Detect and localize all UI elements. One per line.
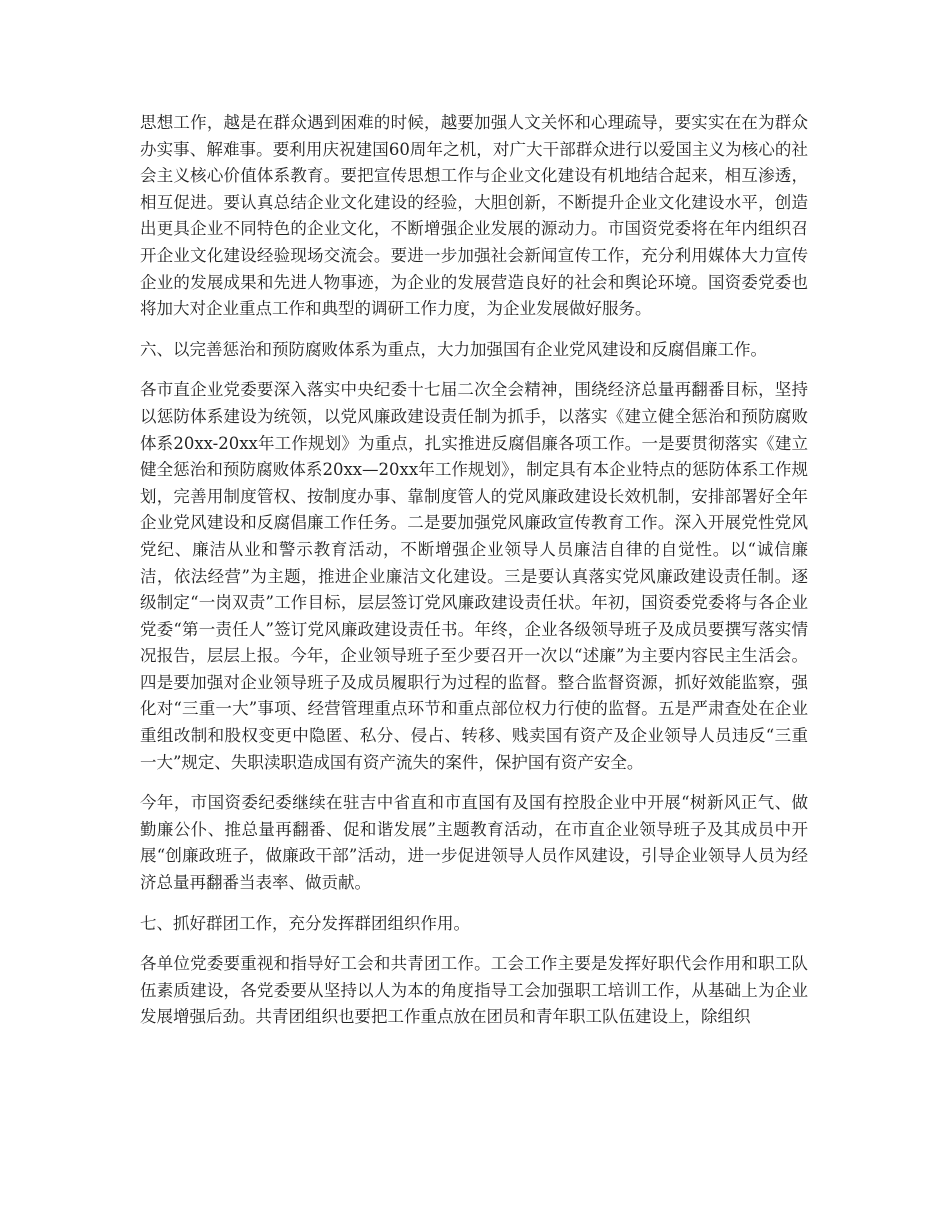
section-heading-six: 六、以完善惩治和预防腐败体系为重点，大力加强国有企业党风建设和反腐倡廉工作。 — [140, 339, 767, 359]
document-body — [140, 110, 808, 1045]
paragraph-mass-organizations: 各单位党委要重视和指导好工会和共青团工作。工会工作主要是发挥好职代会作用和职工队伍素质建设，各党委要从坚持以人为本的角度指导工会加强职工培训工作，从基础上为企业发展增强后劲。共青团组织也要把工作重点放在团员和青年职工队伍建设上，除组织 — [140, 954, 808, 1027]
paragraph-anti-corruption: 各市直企业党委要深入落实中央纪委十七届二次全会精神，围绕经济总量再翻番目标，坚持以惩防体系建设为统领，以党风廉政建设责任制为抓手，以落实《建立健全惩治和预防腐败体系20xx-20xx年工作规划》为重点，扎实推进反腐倡廉各项工作。一是要贯彻落实《建立健全惩治和预防腐败体系20xx—20xx年工作规划》，制定具有本企业特点的惩防体系工作规划，完善用制度管权、按制度办事、靠制度管人的党风廉政建设长效机制，安排部署好全年企业党风建设和反腐倡廉工作任务。二是要加强党风廉政宣传教育工作。深入开展党性党风党纪、廉洁从业和警示教育活动，不断增强企业领导人员廉洁自律的自觉性。以“诚信廉洁，依法经营”为主题，推进企业廉洁文化建设。三是要认真落实党风廉政建设责任制。逐级制定“一岗双责”工作目标，层层签订党风廉政建设责任状。年初，国资委党委将与各企业党委“第一责任人”签订党风廉政建设责任书。年终，企业各级领导班子及成员要撰写落实情况报告，层层上报。今年，企业领导班子至少要召开一次以“述廉”为主要内容民主生活会。四是要加强对企业领导班子及成员履职行为过程的监督。整合监督资源，抓好效能监察，强化对“三重一大”事项、经营管理重点环节和重点部位权力行使的监督。五是严肃查处在企业重组改制和股权变更中隐匿、私分、侵占、转移、贱卖国有资产及企业领导人员违反“三重一大”规定、失职渎职造成国有资产流失的案件，保护国有资产安全。 — [140, 380, 808, 772]
paragraph-education-activity: 今年，市国资委纪委继续在驻吉中省直和市直国有及国有控股企业中开展“树新风正气、做勤廉公仆、推总量再翻番、促和谐发展”主题教育活动，在市直企业领导班子及其成员中开展“创廉政班子，做廉政干部”活动，进一步促进领导人员作风建设，引导企业领导人员为经济总量再翻番当表率、做贡献。 — [140, 793, 808, 893]
paragraph-culture-work: 思想工作，越是在群众遇到困难的时候，越要加强人文关怀和心理疏导，要实实在在为群众办实事、解难事。要利用庆祝建国60周年之机，对广大干部群众进行以爱国主义为核心的社会主义核心价值体系教育。要把宣传思想工作与企业文化建设有机地结合起来，相互渗透，相互促进。要认真总结企业文化建设的经验，大胆创新，不断提升企业文化建设水平，创造出更具企业不同特色的企业文化，不断增强企业发展的源动力。市国资党委将在年内组织召开企业文化建设经验现场交流会。要进一步加强社会新闻宣传工作，充分利用媒体大力宣传企业的发展成果和先进人物事迹，为企业的发展营造良好的社会和舆论环境。国资委党委也将加大对企业重点工作和典型的调研工作力度，为企业发展做好服务。 — [140, 113, 808, 319]
section-heading-seven: 七、抓好群团工作，充分发挥群团组织作用。 — [140, 913, 470, 933]
